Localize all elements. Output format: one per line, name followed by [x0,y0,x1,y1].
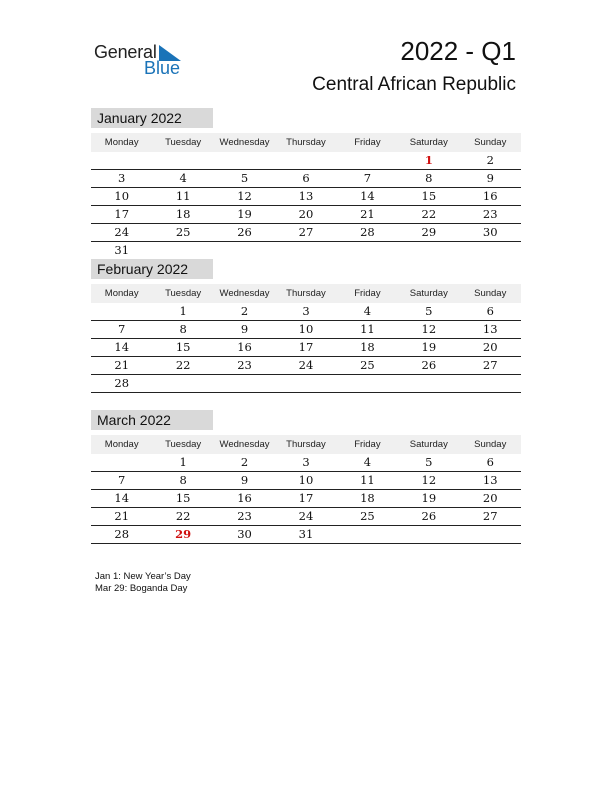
day-cell: 1 [179,304,187,318]
month-label: January 2022 [91,108,213,128]
empty-day-cell [275,152,336,169]
day-cell: 7 [118,473,126,487]
day-cell: 11 [175,189,191,203]
day-cell: 26 [421,358,437,372]
week-row [91,321,521,339]
day-cell: 27 [482,509,498,523]
day-cell: 20 [482,340,498,354]
day-cell: 2 [486,153,494,167]
day-cell: 25 [360,509,375,523]
day-cell: 16 [237,491,252,505]
week-row [91,472,521,490]
day-cell: 19 [237,207,252,221]
empty-day-cell [460,375,521,392]
day-cell: 29 [175,527,192,541]
day-cell: 3 [302,455,310,469]
day-cell: 26 [237,225,252,239]
weekday-header: Tuesday [165,288,202,299]
day-cell: 7 [118,322,126,336]
page-title: 2022 - Q1 [400,36,516,66]
week-row [91,206,521,224]
weekday-header: Tuesday [165,439,202,450]
day-cell: 29 [421,225,437,239]
day-cell: 22 [421,207,437,221]
week-row [91,454,521,472]
day-cell: 2 [240,304,249,318]
week-row [91,339,521,357]
day-cell: 10 [114,189,130,203]
day-cell: 13 [482,322,498,336]
day-cell: 22 [175,358,191,372]
day-cell: 17 [298,491,314,505]
day-cell: 10 [298,473,314,487]
day-cell: 9 [240,473,249,487]
day-cell: 15 [175,491,191,505]
week-row [91,152,521,170]
day-cell: 9 [486,171,494,185]
empty-day-cell [214,242,275,259]
empty-day-cell [398,375,459,392]
day-cell: 8 [425,171,433,185]
day-cell: 15 [421,189,437,203]
day-cell: 10 [298,322,314,336]
generalblue-logo [94,42,194,78]
day-cell: 12 [237,189,252,203]
day-cell: 27 [298,225,314,239]
day-cell: 30 [237,527,252,541]
weekday-header: Monday [104,137,139,148]
day-cell: 1 [424,153,433,167]
weekday-header: Monday [104,288,139,299]
holiday-note: Mar 29: Boganda Day [95,583,188,594]
empty-day-cell [460,526,521,543]
day-cell: 16 [237,340,252,354]
empty-day-cell [275,242,336,259]
weekday-header: Thursday [286,439,326,450]
empty-day-cell [275,375,336,392]
day-cell: 6 [486,455,494,469]
day-cell: 5 [425,304,433,318]
day-cell: 31 [114,243,130,257]
weekday-header: Saturday [409,288,448,299]
day-cell: 15 [175,340,191,354]
empty-day-cell [337,242,398,259]
day-cell: 4 [363,304,372,318]
empty-day-cell [91,152,152,169]
weekday-header: Saturday [409,137,448,148]
day-cell: 21 [114,358,130,372]
weekday-header: Sunday [474,439,507,450]
day-cell: 24 [298,509,314,523]
logo-blue-text: Blue [144,58,181,78]
week-row [91,242,521,259]
day-cell: 25 [360,358,375,372]
weekday-header: Friday [354,137,381,148]
day-cell: 5 [425,455,433,469]
day-cell: 7 [363,171,372,185]
weekday-header-row [91,284,521,303]
day-cell: 23 [237,509,252,523]
empty-day-cell [398,526,459,543]
day-cell: 18 [175,207,191,221]
weekday-header: Wednesday [219,137,270,148]
weekday-header: Tuesday [165,137,202,148]
day-cell: 18 [360,491,375,505]
day-cell: 24 [298,358,314,372]
empty-day-cell [152,242,213,259]
weekday-header: Sunday [474,137,507,148]
weekday-header: Friday [354,439,381,450]
day-cell: 11 [360,322,375,336]
weekday-header: Wednesday [219,288,270,299]
week-row [91,526,521,544]
day-cell: 16 [482,189,498,203]
day-cell: 20 [298,207,314,221]
day-cell: 23 [237,358,252,372]
day-cell: 17 [298,340,314,354]
day-cell: 22 [175,509,191,523]
weekday-header: Thursday [286,137,326,148]
day-cell: 8 [179,322,187,336]
empty-day-cell [152,375,213,392]
day-cell: 9 [240,322,249,336]
day-cell: 12 [421,473,437,487]
day-cell: 4 [363,455,372,469]
day-cell: 28 [114,527,130,541]
empty-day-cell [91,303,152,320]
week-row [91,188,521,206]
empty-day-cell [337,526,398,543]
day-cell: 21 [114,509,130,523]
empty-day-cell [91,454,152,471]
holiday-notes [95,571,191,595]
weekday-header: Thursday [286,288,326,299]
month-label: March 2022 [91,410,213,430]
day-cell: 19 [421,340,437,354]
day-cell: 24 [114,225,130,239]
empty-day-cell [460,242,521,259]
weekday-header: Friday [354,288,381,299]
day-cell: 20 [482,491,498,505]
day-cell: 4 [179,171,187,185]
day-cell: 13 [298,189,314,203]
day-cell: 19 [421,491,437,505]
day-cell: 25 [175,225,191,239]
day-cell: 14 [114,491,130,505]
week-row [91,357,521,375]
empty-day-cell [152,152,213,169]
day-cell: 26 [421,509,437,523]
day-cell: 1 [179,455,187,469]
country-subtitle: Central African Republic [312,74,516,95]
weekday-header: Saturday [409,439,448,450]
week-row [91,170,521,188]
day-cell: 12 [421,322,437,336]
empty-day-cell [337,152,398,169]
month-block [91,259,521,393]
empty-day-cell [337,375,398,392]
empty-day-cell [214,152,275,169]
empty-day-cell [398,242,459,259]
day-cell: 23 [482,207,498,221]
day-cell: 5 [240,171,249,185]
day-cell: 14 [360,189,375,203]
holiday-note: Jan 1: New Year’s Day [95,571,191,582]
weekday-header: Wednesday [219,439,270,450]
day-cell: 3 [302,304,310,318]
weekday-header-row [91,133,521,152]
day-cell: 11 [360,473,375,487]
week-row [91,490,521,508]
weekday-header-row [91,435,521,454]
day-cell: 2 [240,455,249,469]
day-cell: 13 [482,473,498,487]
day-cell: 30 [482,225,498,239]
week-row [91,508,521,526]
day-cell: 28 [114,376,130,390]
day-cell: 6 [302,171,310,185]
month-block [91,410,521,544]
day-cell: 8 [179,473,187,487]
weekday-header: Sunday [474,288,507,299]
day-cell: 18 [360,340,375,354]
week-row [91,375,521,393]
day-cell: 17 [114,207,130,221]
month-label: February 2022 [91,259,213,279]
day-cell: 6 [486,304,494,318]
week-row [91,224,521,242]
day-cell: 14 [114,340,130,354]
day-cell: 27 [482,358,498,372]
weekday-header: Monday [104,439,139,450]
logo-general-text: General [94,42,157,62]
empty-day-cell [214,375,275,392]
day-cell: 28 [360,225,375,239]
day-cell: 31 [298,527,314,541]
week-row [91,303,521,321]
day-cell: 3 [118,171,126,185]
month-block [91,108,521,259]
day-cell: 21 [360,207,375,221]
